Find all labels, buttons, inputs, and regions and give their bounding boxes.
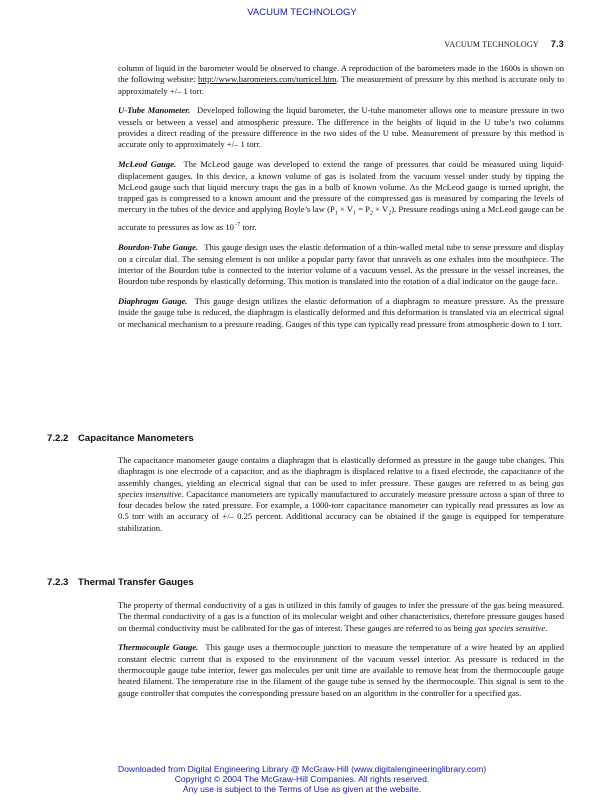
section-heading-capacitance-manometers xyxy=(47,433,194,444)
page-number: 7.3 xyxy=(550,39,564,49)
running-head-title: VACUUM TECHNOLOGY xyxy=(444,40,539,49)
mcleod-heading: McLeod Gauge. xyxy=(118,159,177,170)
diaphragm-heading: Diaphragm Gauge. xyxy=(118,296,188,306)
paragraph-barometer: column of liquid in the barometer would be observed to change. A reproduction of the barometers made in the 1600s is shown on the following website: http://www.barometers.com/torricel.htm. The measurement of pressure by this method is accurate only to approximately +/– 1 torr. xyxy=(118,63,564,96)
running-head xyxy=(444,39,564,49)
paragraph-diaphragm-gauge: Diaphragm Gauge. This gauge design utilizes the elastic deformation of a diaphragm to measure pressure. As the pressure inside the gauge tube is reduced, the diaphragm is elastically deformed and this deformation is translated via an electrical signal or mechanical mechanism to a pressure reading. Gauges of this type can typically read pressure from atmospheric down to 1 torr. xyxy=(118,296,565,329)
section-title: Capacitance Manometers xyxy=(78,433,194,444)
paragraph-thermocouple-gauge: Thermocouple Gauge. This gauge uses a thermocouple junction to measure the temperature of a wire heated by an applied constant electric current that is exposed to the environment of the vacuum vessel interior. As pressure is reduced in the thermocouple gauge tube interior, fewer gas molecules per unit time are available to remove heat from the thermocouple gauge heated filament. The temperature rise in the filament of the gauge tube is sensed by the thermocouple. This signal is sent to the gauge controller that computes the corresponding pressure based on an algorithm in the controller for a specified gas. xyxy=(118,642,565,698)
paragraph-capacitance-manometer: The capacitance manometer gauge contains a diaphragm that is elastically deformed as pressure in the gauge tube changes. This diaphragm is one electrode of a capacitor, and as the diaphragm is displaced relative to a fixed electrode, the capacitance of the assembly changes, yielding an electrical signal that can be used to infer pressure. These gauges are referred to as being gas species insensitive. Capacitance manometers are typically manufactured to accurately measure pressure across a span of three to four decades below the rated pressure. For example, a 1000-torr capacitance manometer can typically read pressures as low as 0.5 torr with an accuracy of +/– 0.25 percent. Additional accuracy can be obtained if the gauge is equipped for temperature stabilization. xyxy=(118,455,564,533)
paragraph-u-tube-manometer: U-Tube Manometer. Developed following the liquid barometer, the U-tube manometer allows one to measure pressure in two vessels or between a vessel and atmospheric pressure. The difference in the heights of liquid in the U tube’s two columns provides a direct reading of the pressure difference in the two sides of the U tube. Measurement of pressure by this method is accurate only to approximately +/– 1 torr. xyxy=(118,105,564,150)
text-block-capacitance xyxy=(118,455,564,543)
section-number: 7.2.3 xyxy=(47,577,69,588)
thermocouple-heading: Thermocouple Gauge. xyxy=(118,642,199,653)
section-heading-thermal-transfer-gauges xyxy=(47,577,194,588)
section-title: Thermal Transfer Gauges xyxy=(78,577,194,588)
paragraph-thermal-conductivity: The property of thermal conductivity of a gas is utilized in this family of gauges to infer the pressure of the gas being measured. The thermal conductivity of a gas is a function of its molecular weight and other characteristics, therefore pressure gauges based on thermal conductivity must be calibrated for the gas of interest. These gauges are referred to as being gas species sensitive. xyxy=(118,600,564,633)
footer-copyright: Copyright © 2004 The McGraw-Hill Companies. All rights reserved. xyxy=(174,774,430,784)
u-tube-heading: U-Tube Manometer. xyxy=(118,105,191,116)
top-banner: VACUUM TECHNOLOGY xyxy=(247,7,357,18)
footer-terms: Any use is subject to the Terms of Use as given at the website. xyxy=(182,784,422,794)
paragraph-bourdon-tube-gauge: Bourdon-Tube Gauge. This gauge design uses the elastic deformation of a thin-walled metal tube to sense pressure and display on a circular dial. The sensing element is not unlike a popular party favor that unravels as one exhales into the mouthpiece. The interior of the Bourdon tube is connected to the interior volume of a vacuum vessel. As the pressure in the vessel increases, the Bourdon tube responds by elastically deforming. This motion is translated into the rotation of a dial indicator on the gauge face. xyxy=(118,242,564,287)
text-block-thermal xyxy=(118,600,564,708)
bourdon-heading: Bourdon-Tube Gauge. xyxy=(118,242,199,253)
footer-notice xyxy=(0,764,604,794)
barometer-website-link[interactable]: http://www.barometers.com/torricel.htm xyxy=(198,74,337,85)
footer-download-link[interactable]: Downloaded from Digital Engineering Library @ McGraw-Hill (www.digitalengineeringlibrary.com) xyxy=(117,764,487,774)
paragraph-mcleod-gauge: McLeod Gauge. The McLeod gauge was developed to extend the range of pressures that could be measured using liquid-displacement gauges. In this device, a known volume of gas is isolated from the vacuum vessel under study by tipping the McLeod gauge such that liquid mercury traps the gas in a bulb of known volume. As the McLeod gauge is turned upright, the trapped gas is compressed to a known amount and the pressure of the compressed gas is measured by comparing the levels of mercury in the tubes of the device and applying Boyle’s law $(P_1 \times V_1 = P_2 \times V_2)$. Pressure readings using a McLeod gauge can be accurate to pressures as low as $10^{-7}$ torr. xyxy=(118,159,564,233)
section-number: 7.2.2 xyxy=(47,433,69,444)
text-block-gauges xyxy=(118,63,564,338)
